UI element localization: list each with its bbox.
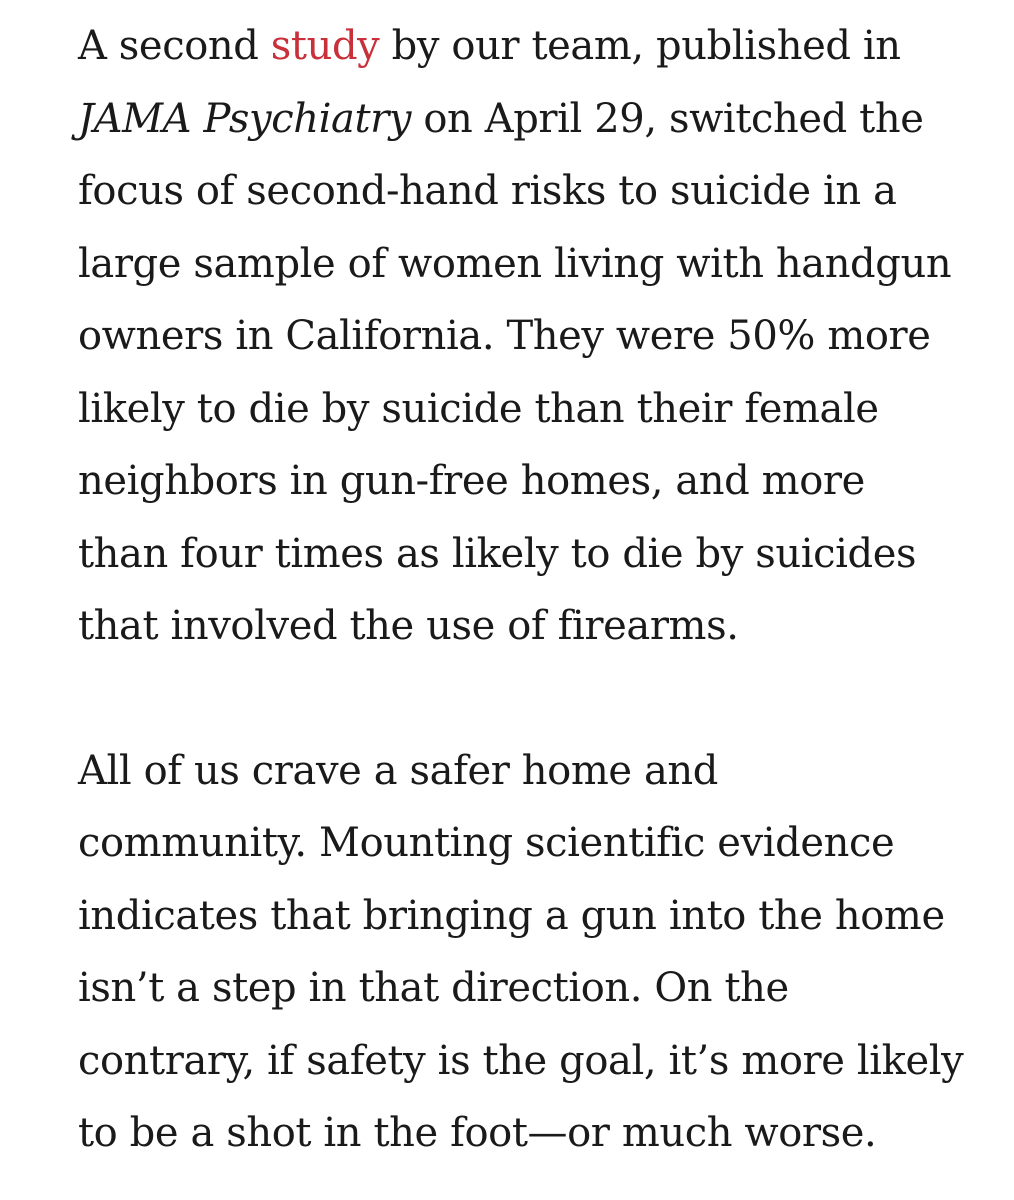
text-line: isn’t a step in that direction. On the [78,965,789,1011]
text-line: indicates that bringing a gun into the home [78,892,945,939]
text-line: owners in California. They were 50% more [78,313,931,359]
text-line: contrary, if safety is the goal, it’s more likely [78,1037,964,1084]
text-line: that involved the use of firearms. [78,603,739,649]
paragraph-study-findings [78,10,958,663]
text-line: community. Mounting scientific evidence [78,820,895,866]
article-body [78,10,964,1170]
journal-name: JAMA Psychiatry [78,95,412,142]
text-line [78,83,958,156]
text-line: large sample of women living with handgun [78,240,952,287]
text-line: All of us crave a safer home and [78,747,718,794]
text-line [78,10,958,83]
text-segment: A second [78,23,271,69]
text-segment: on April 29, switched the [411,95,924,142]
study-link[interactable]: study [270,23,380,69]
text-line: focus of second-hand risks to suicide in a [78,168,897,214]
paragraph-conclusion [78,735,964,1170]
text-line: likely to die by suicide than their female [78,385,879,432]
text-line: neighbors in gun-free homes, and more [78,458,865,504]
text-segment: by our team, published in [379,23,901,69]
text-line: to be a shot in the foot—or much worse. [78,1110,877,1156]
text-line: than four times as likely to die by suicides [78,530,917,577]
